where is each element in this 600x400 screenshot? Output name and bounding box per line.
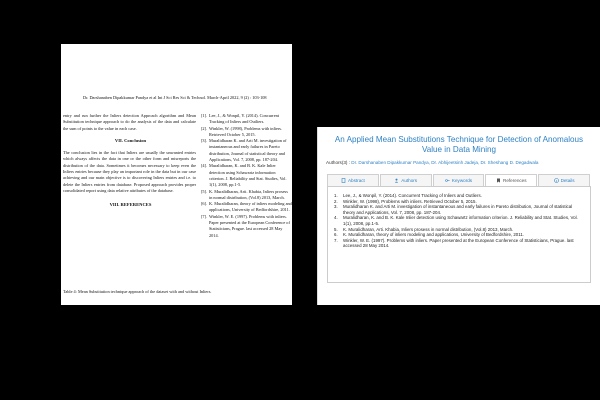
reference-number: [3]. <box>201 138 208 144</box>
reference-text: Winkler, W. E. (1997). Problems with inliers. Paper presented at the European Conference of Statisticians, Prague. last accessed 28 May 2014. <box>343 237 574 249</box>
tab-keywords[interactable] <box>433 174 485 186</box>
reference-item <box>201 189 292 202</box>
reference-text: K. Muralidharan, theory of inliers modeling and applications, University of Bedfordshire, 2011. <box>343 232 525 238</box>
references-list <box>201 113 292 239</box>
reference-item <box>201 138 292 163</box>
authors-label: Authors(3) : <box>326 160 350 165</box>
tab-references[interactable] <box>485 174 537 186</box>
reference-item <box>201 126 292 139</box>
reference-text: Winkler, W. (1998), Problems with inliers. Retrieved October 5, 2015. <box>343 198 477 204</box>
reference-text: Muralidharan K. and Arti M. investigation of instantaneous and early failures in Pareto distribution, Journal of statistical theory and Applications, Vol. 7, 2008, pp. 187-204. <box>343 204 573 215</box>
reference-number: [6]. <box>201 201 208 207</box>
tab-abstract[interactable] <box>327 174 379 186</box>
references-panel <box>327 187 591 283</box>
reference-number: [5]. <box>201 188 208 194</box>
tab-label: Abstract <box>347 178 365 183</box>
reference-text: Winkler, W. (1998), Problems with inliers. Retrieved October 5, 2015. <box>209 125 283 137</box>
info-icon <box>554 178 559 184</box>
reference-number: [1]. <box>201 113 208 118</box>
document-icon <box>341 178 346 184</box>
reference-number: [4]. <box>201 163 208 169</box>
tab-label: Keywords <box>451 178 473 183</box>
article-title[interactable]: An Applied Mean Substitutions Technique for Detection of Anomalous Value in Data Mining <box>334 135 584 154</box>
reference-number: [7]. <box>201 213 208 219</box>
reference-number: 5. <box>334 226 338 232</box>
reference-number: 4. <box>334 215 338 221</box>
article-web-page <box>317 127 600 305</box>
reference-text: Muralidharan, K. and B. K. Kale Inlier detection using Schawartz information criterion. J. Reliability and Stat. Studies, Vol. 1(1), 2008, pp.1-5. <box>343 215 578 226</box>
reference-text: Muralidharan, K. and B. K. Kale Inlier detection using Schawartz information criterion. J. Reliability and Stat. Studies, Vol. 1(1), 2008, pp.1-5. <box>209 163 287 188</box>
bookmark-icon <box>496 178 501 184</box>
tab-label: Authors <box>401 178 418 183</box>
tab-details[interactable] <box>538 174 590 186</box>
reference-item <box>201 214 292 239</box>
user-icon <box>394 178 399 184</box>
references-heading: VIII. REFERENCES <box>109 202 152 208</box>
reference-item <box>334 238 585 249</box>
journal-page <box>61 44 292 305</box>
reference-item <box>201 163 292 188</box>
reference-number: 3. <box>334 204 338 210</box>
reference-text: K. Muralidharan, Arti. Khabia, Inliers prosess in normal distribution, (Vol.8) 2013, March. <box>343 226 514 232</box>
reference-text: Lee, J., & Wonpil, Y. (2014). Concurrent Tracking of Inliers and Outliers. <box>343 193 482 198</box>
tab-bar <box>327 174 591 187</box>
authors-links[interactable]: Dr. Darshanaben Dipakkumar Pandya, Dr. Abhijeetsinh Jadeja, Dr. Sheshang D. Degadwala <box>351 160 539 165</box>
intro-paragraph: entry and run further the Inliers detection Approach algorithm and Mean Substitution technique approach to do the analysis of the data and calculate the sum of points to the value in each case. <box>63 113 196 131</box>
reference-number: [2]. <box>201 125 208 131</box>
conclusion-paragraph: The conclusion lies in the fact that Inliers are usually the unwanted entries which always affects the data in one or the other form and misreports the distribution of the data. Sometimes it becomes necessary to keep even the Inliers entries because they play an important role in the data but in our case achieving and our main objective is to discovering Inliers entries and i.e. to delete the Inliers entries from database. Proposed approach provides proper consolidated report using data relative attributes of the database. <box>63 150 196 193</box>
tab-label: References <box>503 178 527 183</box>
reference-item <box>201 201 292 214</box>
reference-number: 1. <box>334 193 338 198</box>
authors-line <box>318 155 600 165</box>
reference-item <box>334 215 585 226</box>
reference-text: Lee, J., & Wonpil, Y. (2014). Concurrent Tracking of Inliers and Outliers. <box>209 113 279 125</box>
reference-number: 7. <box>334 237 338 243</box>
conclusion-heading: VII. Conclusion <box>114 137 147 143</box>
left-column <box>61 113 200 209</box>
reference-number: 2. <box>334 198 338 204</box>
table-caption: Table 4: Mean Substitution technique approach of the dataset with and without Inliers. <box>63 289 212 294</box>
page-header: Dr. Darshanaben Dipakkumar Pandya et al Int J Sci Res Sci & Technol. March-April 2022, 9 (2) : 103-108 <box>83 95 267 100</box>
reference-number: 6. <box>334 232 338 238</box>
reference-text: Winkler, W. E. (1997). Problems with inliers. Paper presented at the European Conference of Statisticians, Prague. last accessed 28 May 2014. <box>209 213 290 238</box>
key-icon <box>445 178 450 184</box>
tab-authors[interactable] <box>380 174 432 186</box>
reference-text: Muralidharan K. and Arti M. investigation of instantaneous and early failures in Pareto distribution, Journal of statistical theory and Applications, Vol. 7, 2008, pp. 187-204. <box>209 138 287 163</box>
tab-label: Details <box>560 178 575 183</box>
reference-text: K. Muralidharan, theory of inliers modeling and applications, University of Bedfordshire, 2011. <box>209 201 292 213</box>
reference-item <box>334 204 585 215</box>
reference-text: K. Muralidharan, Arti. Khabia, Inliers prosess in normal distribution, (Vol.8) 2013, March. <box>209 188 288 200</box>
reference-item <box>201 113 292 126</box>
